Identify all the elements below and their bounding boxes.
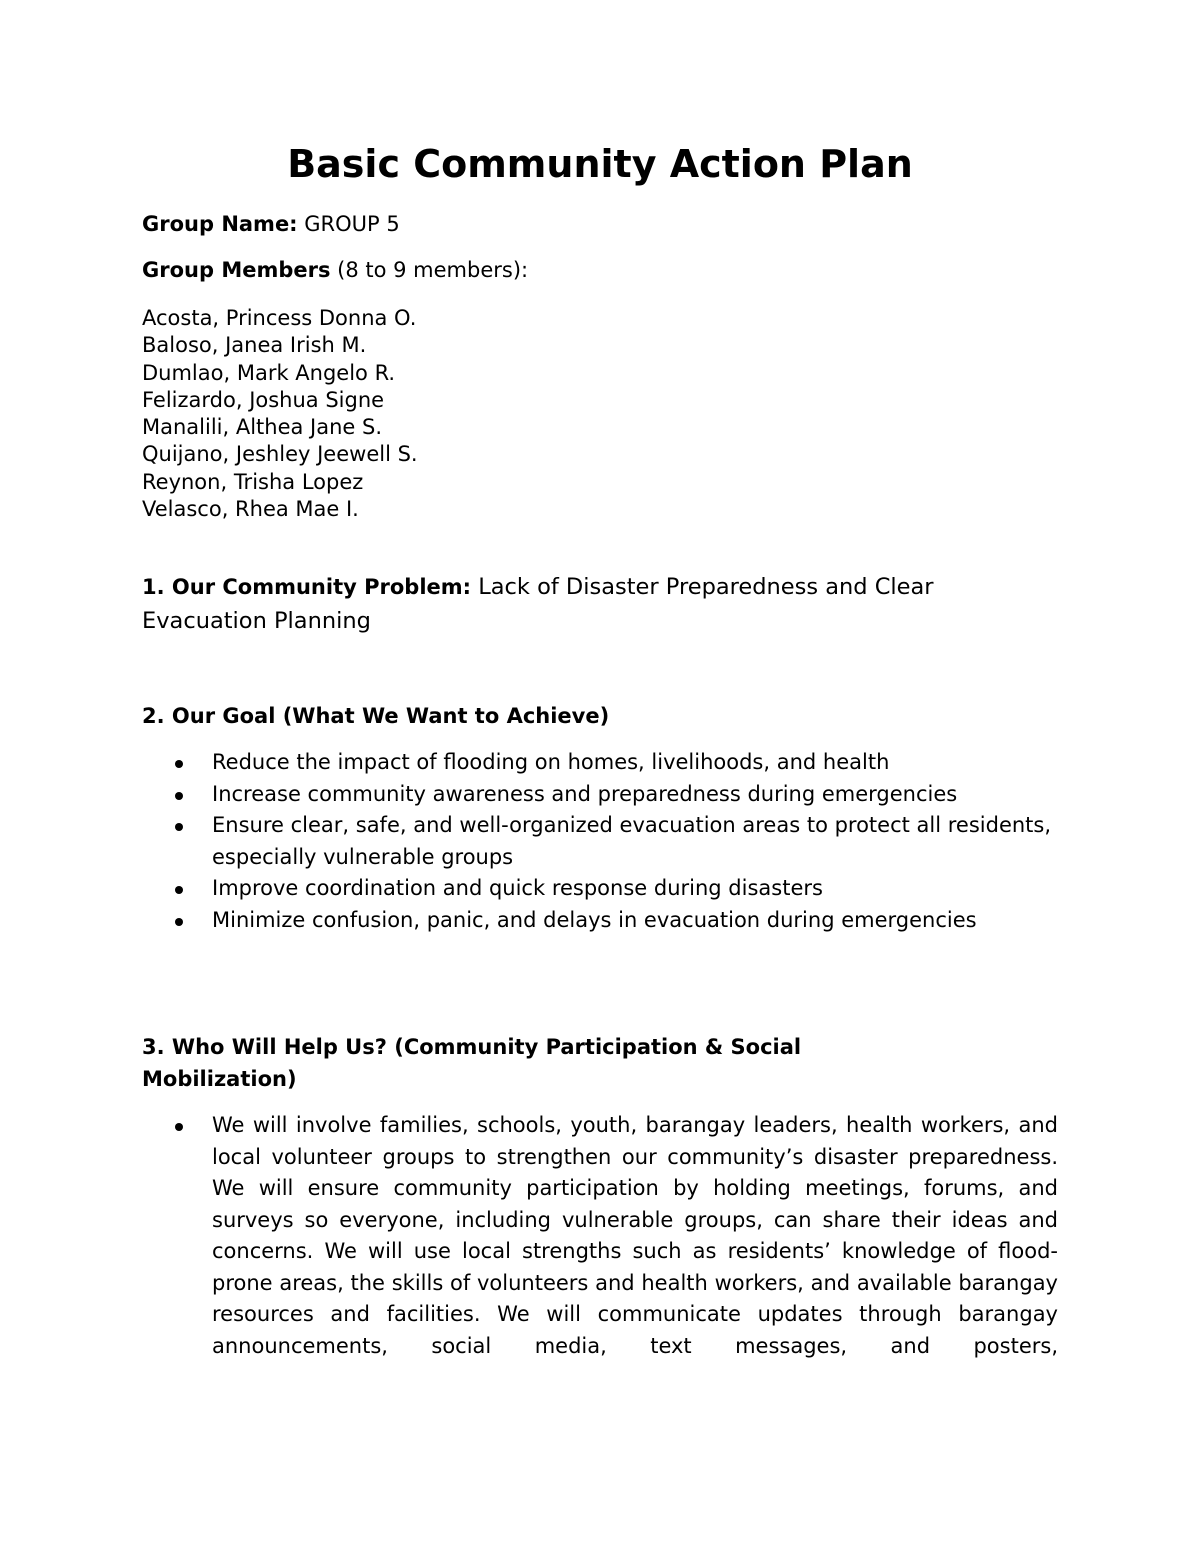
- section1-heading: 1. Our Community Problem:: [142, 575, 472, 599]
- goal-text: Improve coordination and quick response during disasters: [212, 876, 823, 900]
- group-members-line: [142, 256, 528, 284]
- goal-text: Ensure clear, safe, and well-organized evacuation areas to protect all residents, especially vulnerable groups: [212, 813, 1052, 869]
- group-name-line: [142, 210, 400, 238]
- group-members-note: (8 to 9 members):: [337, 258, 529, 282]
- member-item: Acosta, Princess Donna O.: [142, 306, 417, 330]
- member-list: [142, 305, 418, 523]
- member-item: Felizardo, Joshua Signe: [142, 387, 385, 412]
- list-item: [142, 1110, 1058, 1362]
- bullet-dot-icon: [175, 792, 183, 800]
- bullet-dot-icon: [175, 760, 183, 768]
- member-item: Manalili, Althea Jane S.: [142, 415, 383, 440]
- section2-heading: 2. Our Goal (What We Want to Achieve): [142, 704, 610, 728]
- list-item: [142, 873, 1058, 905]
- list-item: [142, 747, 1058, 779]
- goal-text: Minimize confusion, panic, and delays in evacuation during emergencies: [212, 907, 977, 932]
- member-item: Reynon, Trisha Lopez: [142, 469, 364, 494]
- bullet-dot-icon: [175, 886, 183, 894]
- list-item: [142, 905, 1058, 937]
- member-item: Velasco, Rhea Mae I.: [142, 497, 359, 522]
- member-item: Quijano, Jeshley Jeewell S.: [142, 442, 418, 467]
- document-title: Basic Community Action Plan: [287, 142, 913, 186]
- goal-text: Increase community awareness and preparedness during emergencies: [212, 781, 958, 806]
- list-item: [142, 810, 1058, 873]
- bullet-dot-icon: [175, 1123, 183, 1131]
- section1-text: Lack of Disaster Preparedness and Clear Evacuation Planning: [142, 574, 934, 634]
- participation-list: [142, 1110, 1058, 1362]
- bullet-dot-icon: [175, 918, 183, 926]
- goal-text: Reduce the impact of flooding on homes, livelihoods, and health: [212, 750, 890, 774]
- group-members-label: Group Members: [142, 258, 331, 282]
- bullet-dot-icon: [175, 823, 183, 831]
- goal-list: [142, 747, 1058, 936]
- group-name-value: GROUP 5: [304, 212, 400, 236]
- section1-problem: [142, 570, 1062, 638]
- participation-text: We will involve families, schools, youth, barangay leaders, health workers, and local volunteer groups to strengthen our community’s disaster preparedness. We will ensure community participation by holding meetings, forums, and surveys so everyone, including vulnerable groups, can share their ideas and concerns. We will use local strengths such as residents’ knowledge of flood-prone areas, the skills of volunteers and health workers, and available barangay resources and facilities. We will communicate updates through barangay announcements, social media, text messages, and posters,: [212, 1113, 1058, 1358]
- group-name-label: Group Name:: [142, 212, 298, 236]
- member-item: Dumlao, Mark Angelo R.: [142, 360, 396, 385]
- list-item: [142, 779, 1058, 811]
- member-item: Baloso, Janea Irish M.: [142, 333, 367, 358]
- section3-heading: 3. Who Will Help Us? (Community Participation & Social Mobilization): [142, 1035, 802, 1091]
